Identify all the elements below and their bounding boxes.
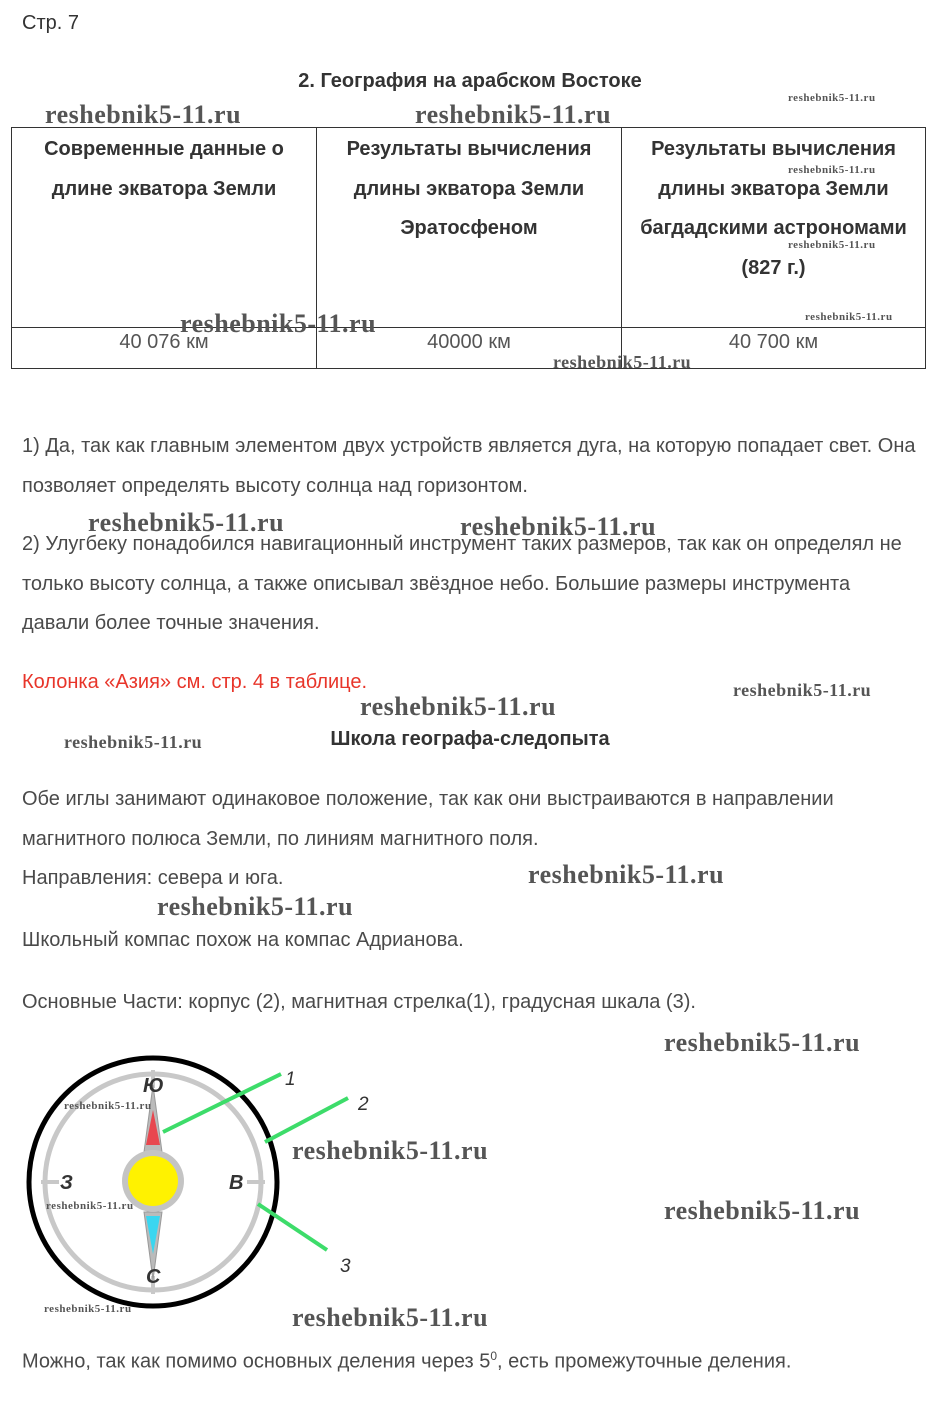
school-title: Школа географа-следопыта: [330, 728, 610, 750]
watermark: reshebnik5-11.ru: [788, 164, 876, 176]
watermark: reshebnik5-11.ru: [45, 100, 242, 129]
table-cell: 40000 км: [317, 328, 622, 369]
watermark: reshebnik5-11.ru: [664, 1028, 861, 1057]
watermark: reshebnik5-11.ru: [292, 1303, 489, 1332]
school-paragraph-3: Школьный компас похож на компас Адрианова.: [22, 929, 464, 951]
section-title: 2. География на арабском Востоке: [298, 70, 642, 92]
compass-label-top: Ю: [143, 1075, 164, 1097]
watermark: reshebnik5-11.ru: [788, 92, 876, 104]
compass-label-left: З: [60, 1172, 73, 1194]
watermark: reshebnik5-11.ru: [46, 1200, 134, 1212]
watermark: reshebnik5-11.ru: [360, 692, 557, 721]
callout-label-1: 1: [285, 1069, 296, 1090]
callout-label-2: 2: [358, 1094, 369, 1115]
watermark: reshebnik5-11.ru: [64, 732, 203, 752]
watermark: reshebnik5-11.ru: [805, 311, 893, 323]
watermark: reshebnik5-11.ru: [528, 860, 725, 889]
watermark: reshebnik5-11.ru: [88, 508, 285, 537]
table-cell: 40 700 км: [622, 328, 926, 369]
school-paragraph-4: Основные Части: корпус (2), магнитная стрелка(1), градусная шкала (3).: [22, 991, 696, 1013]
note-red: Колонка «Азия» см. стр. 4 в таблице.: [22, 671, 368, 693]
watermark: reshebnik5-11.ru: [64, 1100, 152, 1112]
table-row: [12, 328, 926, 369]
answer-1: 1) Да, так как главным элементом двух устройств является дуга, на которую попадает свет. Она позволяет определять высоту солнца над горизонтом.: [22, 435, 916, 497]
school-paragraph-5-text: Можно, так как помимо основных деления через 5: [22, 1350, 491, 1373]
table-header-cell: Современные данные о длине экватора Земли: [12, 128, 317, 328]
watermark: reshebnik5-11.ru: [733, 680, 872, 700]
table-header-cell: Результаты вычисления длины экватора Земли Эратосфеном: [317, 128, 622, 328]
callout-label-3: 3: [340, 1256, 351, 1277]
table-cell: 40 076 км: [12, 328, 317, 369]
needle-pivot-center: [128, 1156, 178, 1206]
watermark: reshebnik5-11.ru: [664, 1196, 861, 1225]
watermark: reshebnik5-11.ru: [415, 100, 612, 129]
watermark: reshebnik5-11.ru: [180, 309, 377, 338]
degree-superscript: 0: [490, 1349, 498, 1363]
compass-label-bottom: С: [146, 1266, 161, 1288]
watermark: reshebnik5-11.ru: [553, 352, 692, 372]
watermark: reshebnik5-11.ru: [44, 1303, 132, 1315]
watermark: reshebnik5-11.ru: [788, 239, 876, 251]
watermark: reshebnik5-11.ru: [157, 892, 354, 921]
page-label: Стр. 7: [22, 12, 79, 34]
watermark: reshebnik5-11.ru: [460, 512, 657, 541]
table-header-row: [12, 128, 926, 328]
school-paragraph-2: Направления: севера и юга.: [22, 867, 284, 889]
watermark: reshebnik5-11.ru: [292, 1136, 489, 1165]
school-paragraph-5: [22, 1337, 922, 1382]
table-header-cell: Результаты вычисления длины экватора Земли багдадскими астрономами (827 г.): [622, 128, 926, 328]
compass-label-right: В: [229, 1172, 244, 1194]
school-paragraph-5-end: , есть промежуточные деления.: [497, 1350, 792, 1373]
compass-diagram: [0, 1040, 420, 1310]
answer-2: 2) Улугбеку понадобился навигационный инструмент таких размеров, так как он определял не только высоту солнца, а также описывал звёздное небо. Большие размеры инструмента давали более точные значения.: [22, 533, 902, 634]
school-paragraph-1: Обе иглы занимают одинаковое положение, так как они выстраиваются в направлении магнитного полюса Земли, по линиям магнитного поля.: [22, 788, 834, 850]
